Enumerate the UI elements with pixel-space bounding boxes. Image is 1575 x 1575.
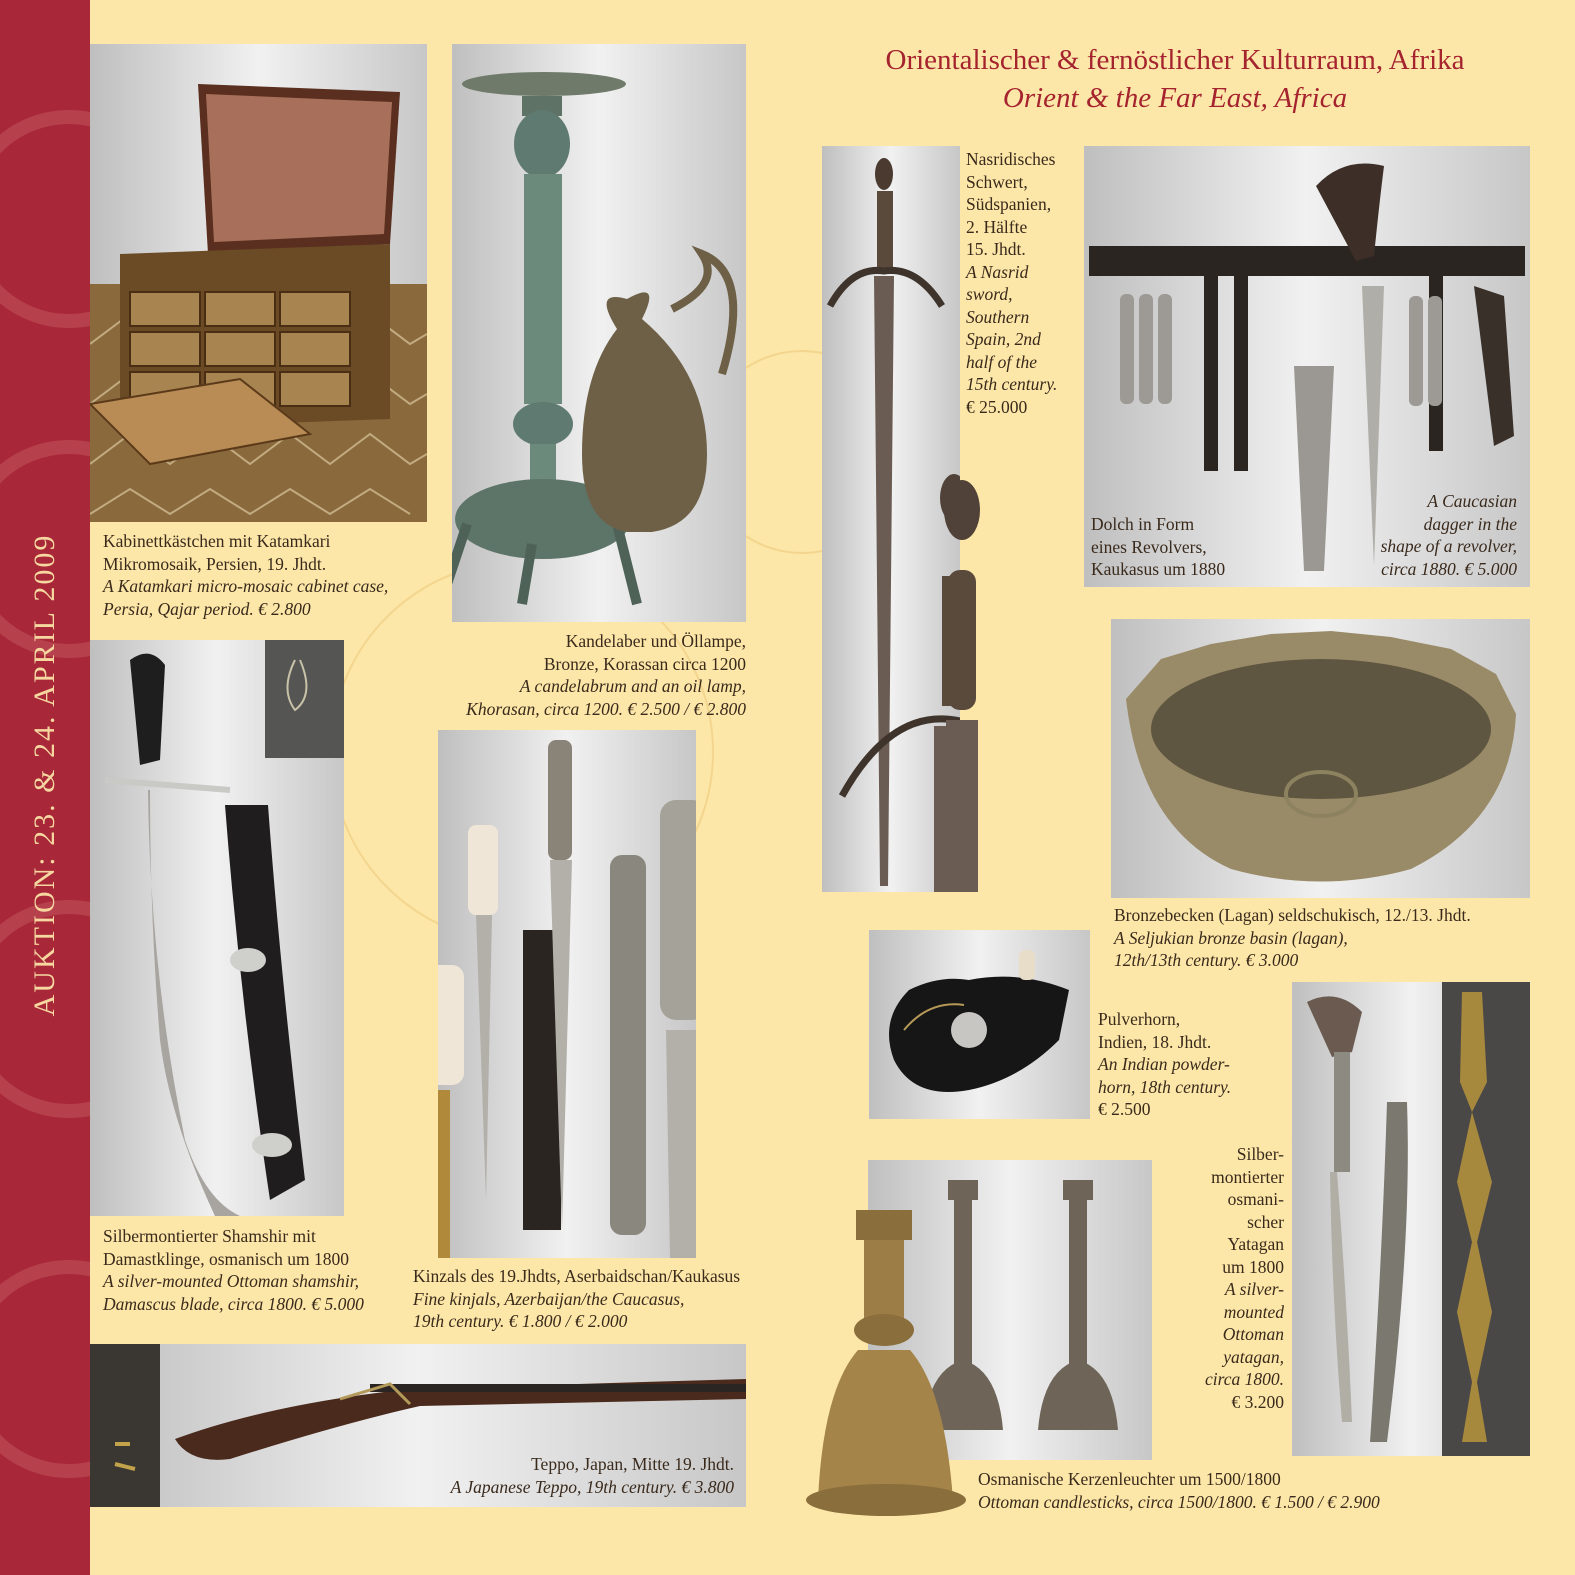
caption-line: Ottoman candlesticks, circa 1500/1800. € 1.500 / € 2.900 xyxy=(978,1491,1380,1512)
caption-line: mounted xyxy=(1223,1301,1284,1322)
caption-line: Kandelaber und Öllampe, xyxy=(565,631,746,651)
caption-line: Silbermontierter Shamshir mit xyxy=(103,1226,316,1246)
yatagan-photo xyxy=(1292,982,1530,1456)
powderhorn-photo xyxy=(869,930,1090,1119)
caption-line: 15. Jhdt. xyxy=(966,239,1026,259)
caption-line: Dolch in Form xyxy=(1091,514,1195,534)
caption-line: € 25.000 xyxy=(966,396,1028,417)
caption-line: A Japanese Teppo, 19th century. € 3.800 xyxy=(450,1476,734,1497)
revolver-dagger-caption-de xyxy=(1091,513,1225,581)
caption-line: Silber- xyxy=(1236,1144,1284,1164)
caption-line: Südspanien, xyxy=(966,194,1052,214)
caption-line: Kaukasus um 1880 xyxy=(1091,559,1226,579)
shamshir-photo xyxy=(90,640,344,1216)
cabinet-caption xyxy=(103,530,388,620)
caption-line: Damascus blade, circa 1800. € 5.000 xyxy=(103,1293,364,1314)
kinjals-caption xyxy=(413,1265,740,1333)
caption-line: Kinzals des 19.Jhdts, Aserbaidschan/Kaukasus xyxy=(413,1266,741,1286)
caption-line: Schwert, xyxy=(966,171,1028,192)
caption-line: Southern xyxy=(966,306,1030,327)
caption-line: Nasridisches xyxy=(966,149,1056,169)
sidebar-band xyxy=(0,0,90,1575)
caption-line: Damastklinge, osmanisch um 1800 xyxy=(103,1248,349,1269)
section-title-de: Orientalischer & fernöstlicher Kulturraum, Afrika xyxy=(885,44,1465,76)
large-candlestick xyxy=(798,1210,978,1520)
caption-line: Fine kinjals, Azerbaijan/the Caucasus, xyxy=(413,1288,685,1309)
caption-line: Teppo, Japan, Mitte 19. Jhdt. xyxy=(531,1454,734,1474)
caption-line: Pulverhorn, xyxy=(1098,1009,1181,1029)
auction-date: AUKTION: 23. & 24. APRIL 2009 xyxy=(28,533,61,1017)
caption-line: dagger in the xyxy=(1423,513,1517,534)
caption-line: Kabinettkästchen mit Katamkari xyxy=(103,531,331,551)
sidebar-ornament xyxy=(0,110,90,328)
caption-line: Persia, Qajar period. € 2.800 xyxy=(103,598,311,619)
caption-line: Mikromosaik, Persien, 19. Jhdt. xyxy=(103,553,327,574)
caption-line: A Seljukian bronze basin (lagan), xyxy=(1114,927,1348,948)
caption-line: A silver-mounted Ottoman shamshir, xyxy=(103,1271,359,1291)
powderhorn-caption xyxy=(1098,1008,1231,1121)
caption-line: circa 1880. € 5.000 xyxy=(1381,558,1517,579)
caption-line: Bronzebecken (Lagan) seldschukisch, 12./13. Jhdt. xyxy=(1114,905,1471,925)
caption-line: An Indian powder- xyxy=(1098,1054,1230,1074)
caption-line: osmani- xyxy=(1227,1189,1284,1209)
caption-line: horn, 18th century. xyxy=(1098,1076,1232,1097)
nasrid-sword-caption xyxy=(966,148,1057,418)
caption-line: scher xyxy=(1247,1211,1284,1232)
yatagan-caption xyxy=(1160,1143,1284,1413)
caption-line: Spain, 2nd xyxy=(966,329,1041,349)
shamshir-caption xyxy=(103,1225,364,1315)
caption-line: A candelabrum and an oil lamp, xyxy=(519,676,746,696)
caption-line: Khorasan, circa 1200. € 2.500 / € 2.800 xyxy=(466,698,746,719)
caption-line: 19th century. € 1.800 / € 2.000 xyxy=(413,1311,628,1331)
caption-line: eines Revolvers, xyxy=(1091,536,1207,557)
candlesticks-caption xyxy=(978,1468,1380,1513)
caption-line: um 1800 xyxy=(1222,1256,1284,1277)
sidebar-ornament xyxy=(0,1260,90,1478)
revolver-dagger-caption-en xyxy=(1320,490,1517,580)
caption-line: Yatagan xyxy=(1227,1234,1284,1254)
caption-line: A Katamkari micro-mosaic cabinet case, xyxy=(103,576,389,596)
caption-line: circa 1800. xyxy=(1204,1369,1284,1389)
candelabrum-caption xyxy=(420,630,746,720)
caption-line: 12th/13th century. € 3.000 xyxy=(1114,950,1299,970)
bronze-basin-caption xyxy=(1114,904,1471,972)
caption-line: sword, xyxy=(966,284,1013,304)
caption-line: A silver- xyxy=(1224,1279,1284,1299)
kinjals-photo xyxy=(438,730,696,1258)
caption-line: € 3.200 xyxy=(1231,1391,1284,1412)
second-sword-photo xyxy=(930,480,990,892)
caption-line: Osmanische Kerzenleuchter um 1500/1800 xyxy=(978,1469,1281,1489)
caption-line: montierter xyxy=(1211,1166,1284,1187)
caption-line: 2. Hälfte xyxy=(966,216,1028,237)
caption-line: half of the xyxy=(966,351,1037,372)
section-title-en: Orient & the Far East, Africa xyxy=(1002,82,1348,114)
teppo-caption xyxy=(380,1453,734,1498)
caption-line: 15th century. xyxy=(966,374,1058,394)
candelabrum-photo xyxy=(452,44,746,622)
caption-line: yatagan, xyxy=(1223,1346,1284,1367)
cabinet-photo xyxy=(90,44,427,522)
caption-line: A Nasrid xyxy=(966,261,1029,282)
caption-line: € 2.500 xyxy=(1098,1099,1151,1119)
caption-line: Indien, 18. Jhdt. xyxy=(1098,1031,1212,1052)
caption-line: Ottoman xyxy=(1222,1324,1284,1344)
caption-line: shape of a revolver, xyxy=(1380,536,1517,556)
caption-line: A Caucasian xyxy=(1427,491,1517,511)
bronze-basin-photo xyxy=(1111,619,1530,898)
caption-line: Bronze, Korassan circa 1200 xyxy=(543,653,746,674)
